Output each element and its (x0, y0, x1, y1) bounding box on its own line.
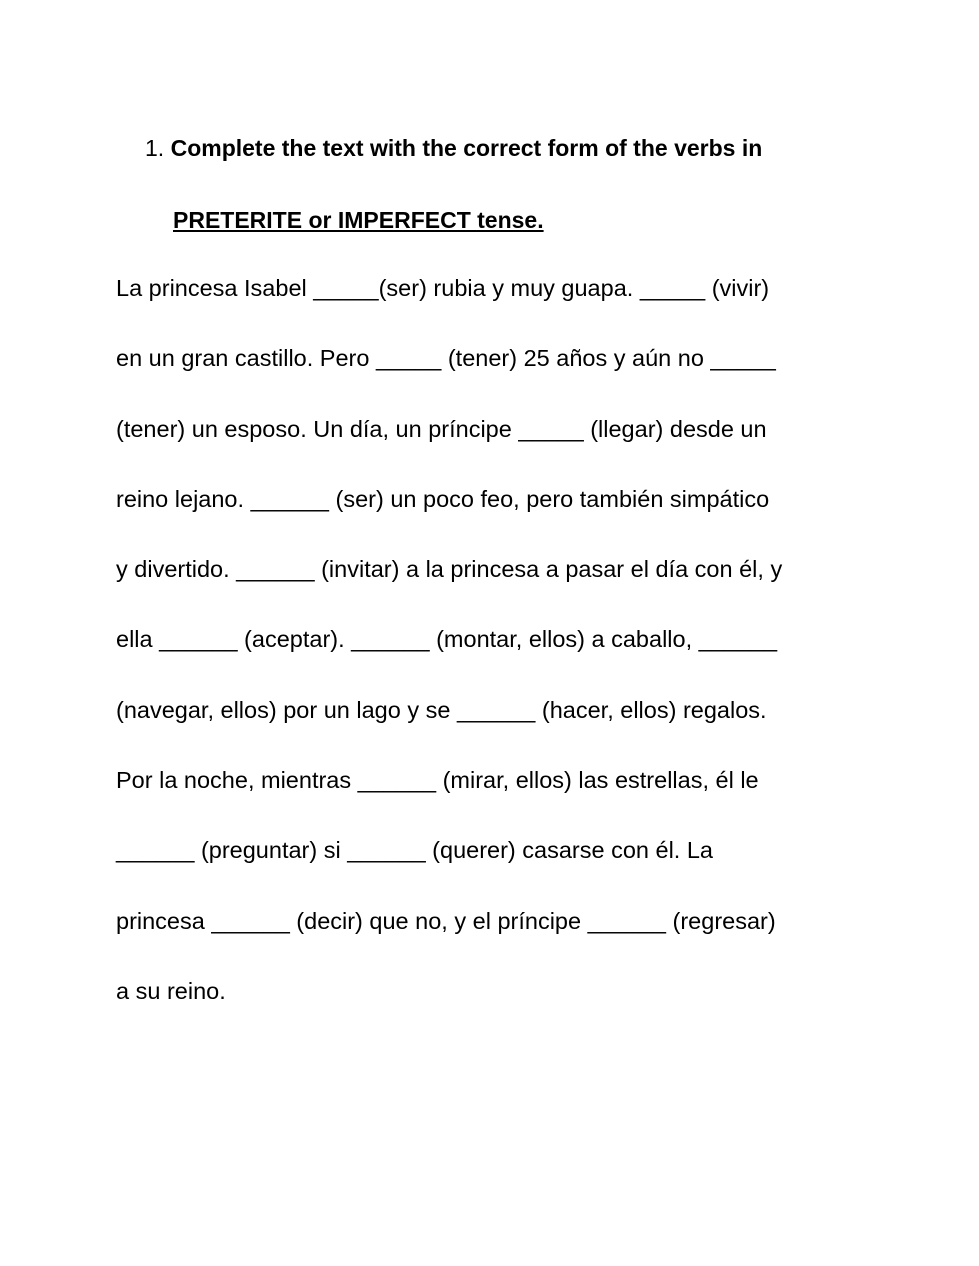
story-line: a su reino. (116, 977, 226, 1004)
story-line: en un gran castillo. Pero _____ (tener) 25 años y aún no _____ (116, 345, 776, 372)
story-line: ______ (preguntar) si ______ (querer) casarse con él. La (116, 837, 714, 864)
story-line: princesa ______ (decir) que no, y el príncipe ______ (regresar) (116, 907, 776, 934)
story-paragraph (116, 268, 876, 1041)
story-line: Por la noche, mientras ______ (mirar, ellos) las estrellas, él le (116, 767, 759, 794)
story-line: reino lejano. ______ (ser) un poco feo, pero también simpático (116, 485, 770, 512)
story-line: y divertido. ______ (invitar) a la princesa a pasar el día con él, y (116, 556, 783, 583)
story-line: (navegar, ellos) por un lago y se ______ (hacer, ellos) regalos. (116, 696, 767, 723)
story-line: (tener) un esposo. Un día, un príncipe _____ (llegar) desde un (116, 415, 767, 442)
instruction-line-1: Complete the text with the correct form of the verbs in (170, 135, 763, 161)
story-line: La princesa Isabel _____(ser) rubia y muy guapa. _____ (vivir) (116, 275, 770, 301)
exercise-instruction (145, 112, 865, 256)
story-line: ella ______ (aceptar). ______ (montar, ellos) a caballo, ______ (116, 626, 778, 653)
exercise-number: 1. (145, 135, 165, 161)
instruction-line-2: PRETERITE or IMPERFECT tense. (173, 207, 544, 233)
